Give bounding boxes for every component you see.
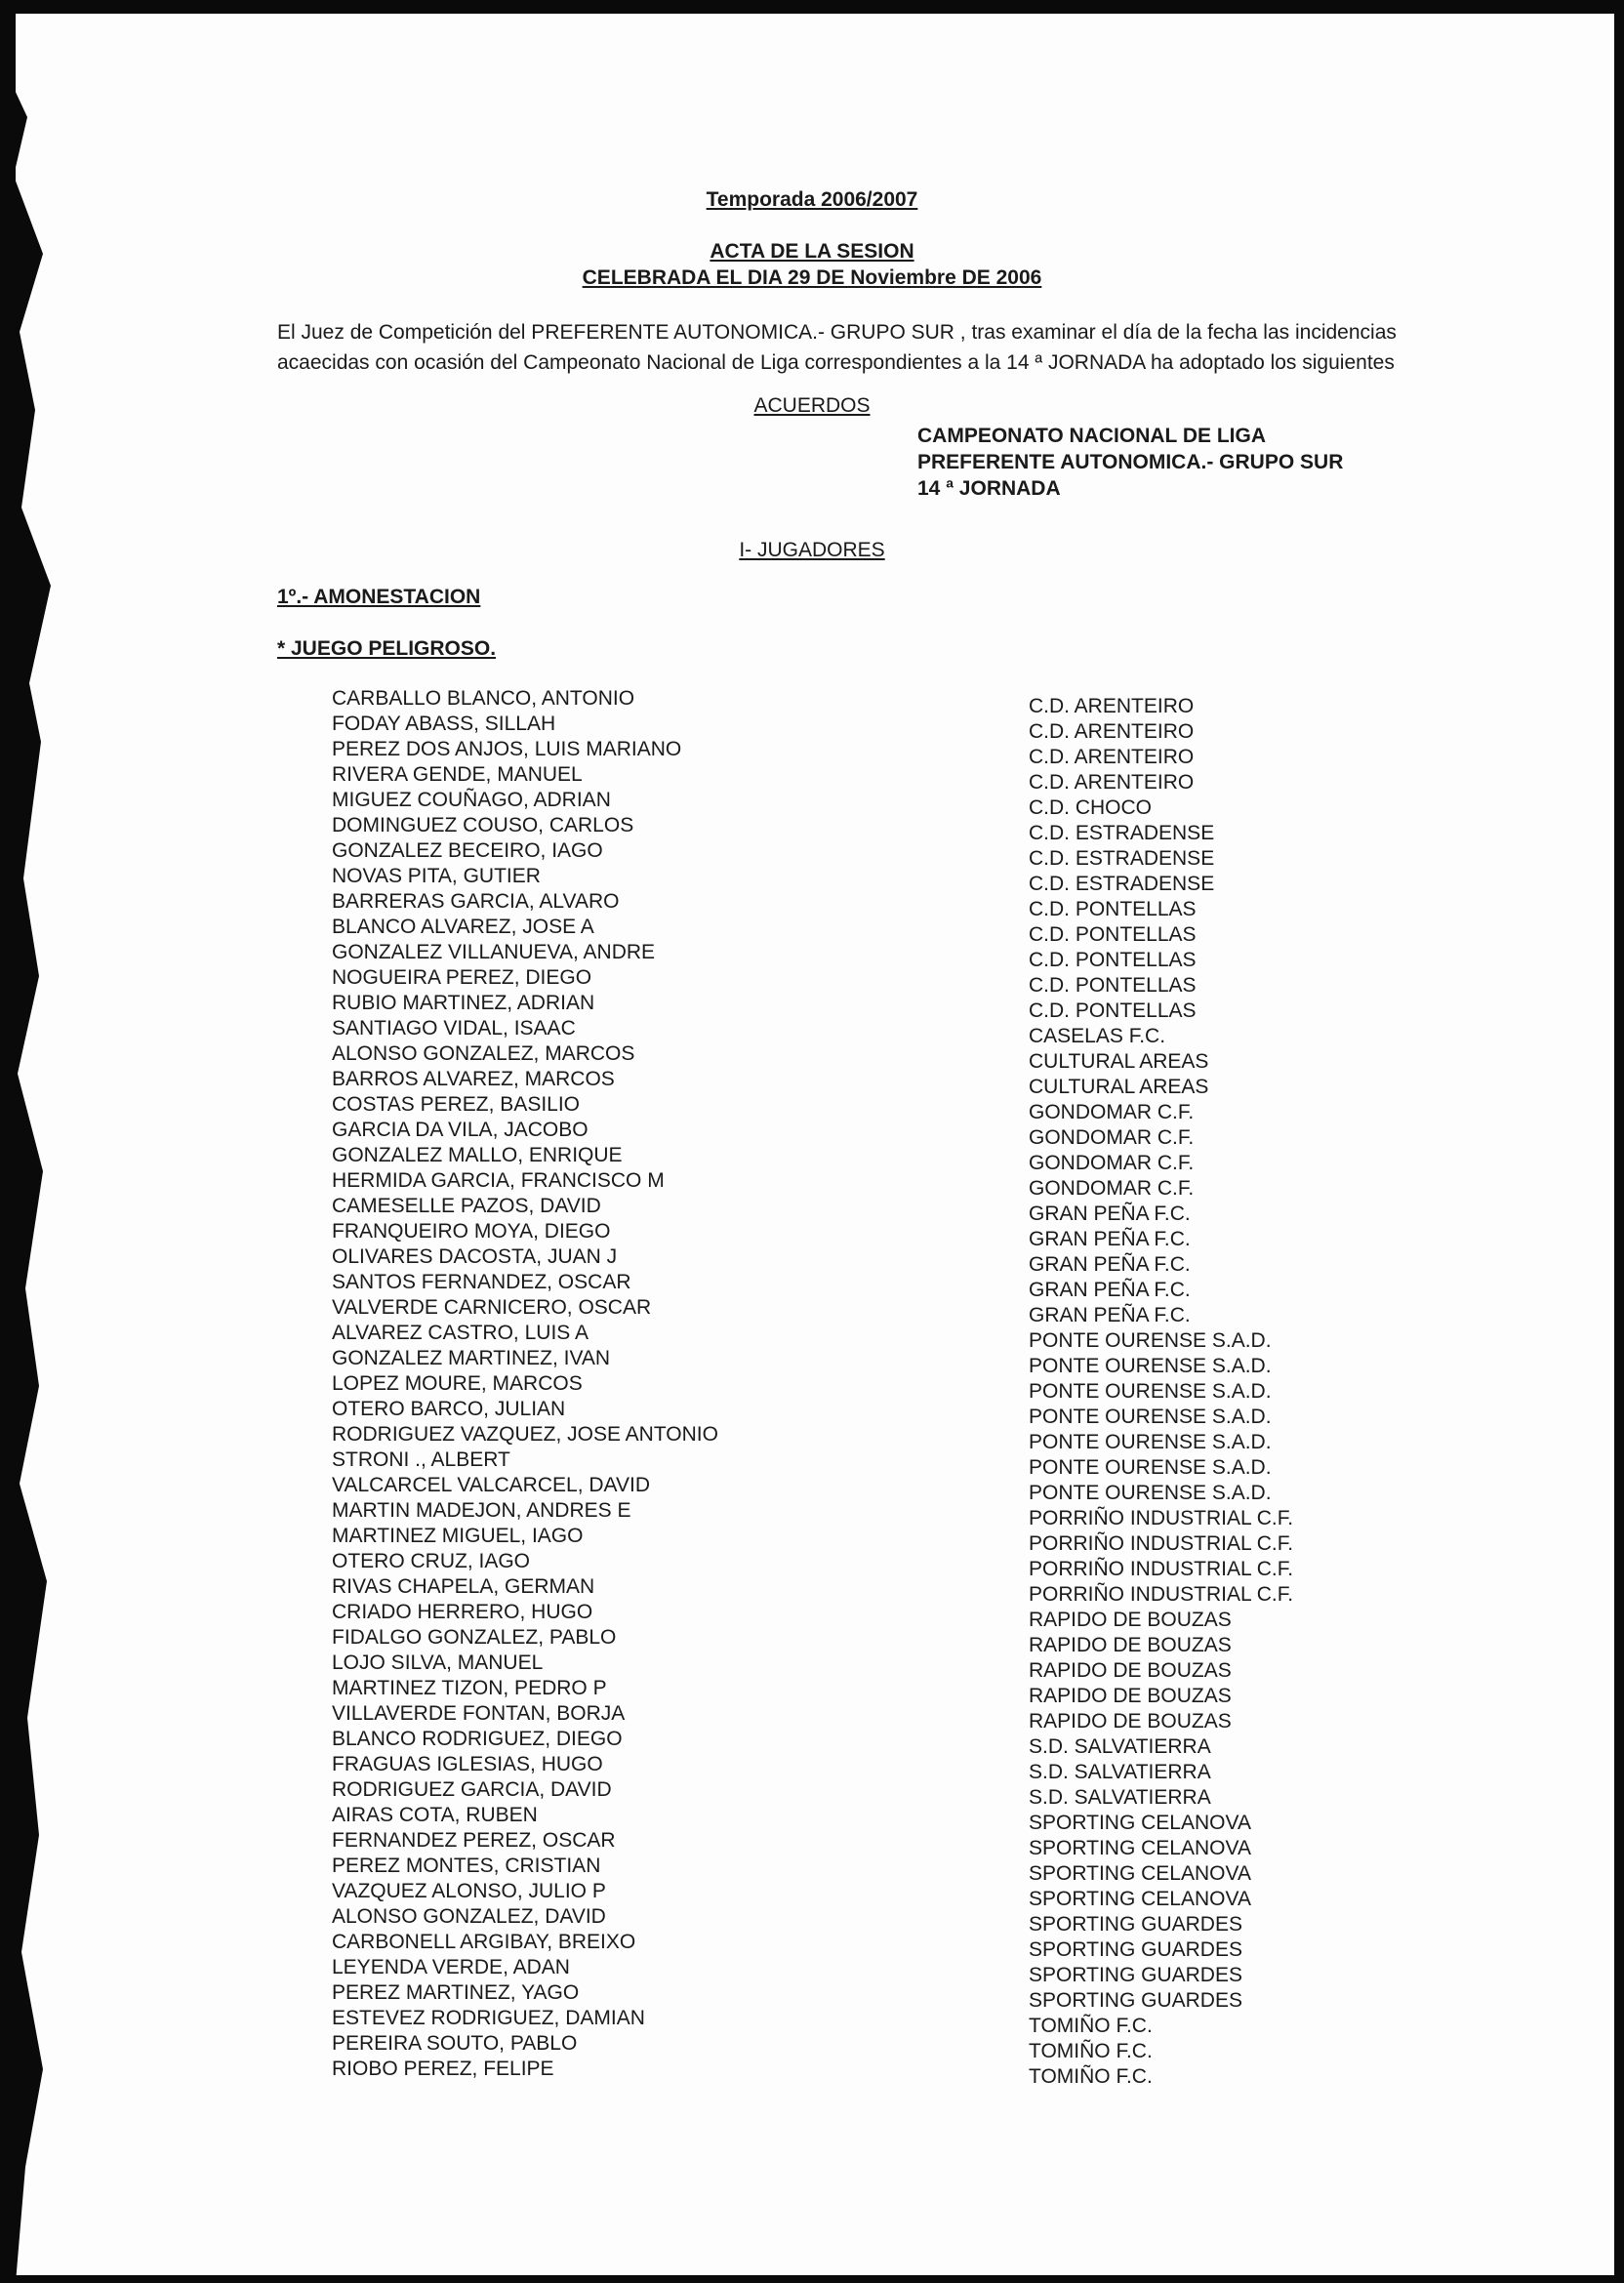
player-name: CARBALLO BLANCO, ANTONIO — [332, 687, 635, 710]
player-name: BLANCO ALVAREZ, JOSE A — [332, 916, 594, 938]
club-name: PORRIÑO INDUSTRIAL C.F. — [1029, 1507, 1294, 1529]
club-name: GRAN PEÑA F.C. — [1029, 1203, 1191, 1225]
player-name: RIOBO PEREZ, FELIPE — [332, 2058, 554, 2080]
acta-title: ACTA DE LA SESION — [710, 240, 914, 263]
player-name: GONZALEZ BECEIRO, IAGO — [332, 839, 603, 862]
club-name: PORRIÑO INDUSTRIAL C.F. — [1029, 1583, 1294, 1606]
club-name: SPORTING GUARDES — [1029, 1964, 1242, 1986]
club-name: GONDOMAR C.F. — [1029, 1101, 1195, 1123]
player-name: RODRIGUEZ GARCIA, DAVID — [332, 1778, 612, 1801]
player-name: FRAGUAS IGLESIAS, HUGO — [332, 1753, 603, 1775]
player-name: BLANCO RODRIGUEZ, DIEGO — [332, 1728, 623, 1750]
club-name: SPORTING GUARDES — [1029, 1989, 1242, 2012]
player-name: COSTAS PEREZ, BASILIO — [332, 1093, 581, 1116]
club-name: SPORTING CELANOVA — [1029, 1812, 1251, 1834]
club-name: GRAN PEÑA F.C. — [1029, 1304, 1191, 1326]
club-name: C.D. PONTELLAS — [1029, 999, 1197, 1022]
club-name: SPORTING GUARDES — [1029, 1913, 1242, 1936]
club-name: PORRIÑO INDUSTRIAL C.F. — [1029, 1558, 1294, 1580]
player-name: STRONI ., ALBERT — [332, 1448, 510, 1471]
club-name: RAPIDO DE BOUZAS — [1029, 1659, 1232, 1682]
player-name: RODRIGUEZ VAZQUEZ, JOSE ANTONIO — [332, 1423, 718, 1446]
club-name: PORRIÑO INDUSTRIAL C.F. — [1029, 1532, 1294, 1555]
club-name: GRAN PEÑA F.C. — [1029, 1253, 1191, 1276]
club-name: C.D. PONTELLAS — [1029, 923, 1197, 946]
club-name: PONTE OURENSE S.A.D. — [1029, 1329, 1272, 1352]
player-name: ALONSO GONZALEZ, MARCOS — [332, 1042, 635, 1065]
club-name: S.D. SALVATIERRA — [1029, 1786, 1211, 1809]
player-name: LOJO SILVA, MANUEL — [332, 1651, 544, 1674]
section-heading: I- JUGADORES — [739, 539, 885, 561]
club-name: SPORTING CELANOVA — [1029, 1837, 1251, 1859]
club-name: PONTE OURENSE S.A.D. — [1029, 1380, 1272, 1403]
championship-block — [917, 423, 1343, 502]
player-name: VILLAVERDE FONTAN, BORJA — [332, 1702, 626, 1725]
club-name: PONTE OURENSE S.A.D. — [1029, 1406, 1272, 1428]
player-name: FODAY ABASS, SILLAH — [332, 713, 556, 735]
club-name: CULTURAL AREAS — [1029, 1050, 1209, 1073]
club-name: CASELAS F.C. — [1029, 1025, 1166, 1047]
player-name: FERNANDEZ PEREZ, OSCAR — [332, 1829, 616, 1852]
club-name: GRAN PEÑA F.C. — [1029, 1279, 1191, 1301]
player-name: LEYENDA VERDE, ADAN — [332, 1956, 570, 1978]
player-name: RUBIO MARTINEZ, ADRIAN — [332, 992, 595, 1014]
players-list — [332, 686, 718, 2082]
player-name: ALONSO GONZALEZ, DAVID — [332, 1905, 606, 1928]
player-name: MARTINEZ MIGUEL, IAGO — [332, 1525, 584, 1547]
player-name: CRIADO HERRERO, HUGO — [332, 1601, 593, 1623]
club-name: C.D. PONTELLAS — [1029, 974, 1197, 997]
club-name: C.D. CHOCO — [1029, 796, 1152, 819]
club-name: C.D. ESTRADENSE — [1029, 847, 1215, 870]
player-name: PEREZ DOS ANJOS, LUIS MARIANO — [332, 738, 682, 760]
reason-heading: * JUEGO PELIGROSO. — [277, 637, 497, 660]
torn-edge — [0, 0, 59, 2283]
player-name: OLIVARES DACOSTA, JUAN J — [332, 1245, 618, 1268]
season-title: Temporada 2006/2007 — [706, 188, 918, 211]
club-name: RAPIDO DE BOUZAS — [1029, 1710, 1232, 1733]
player-name: OTERO CRUZ, IAGO — [332, 1550, 531, 1572]
player-name: DOMINGUEZ COUSO, CARLOS — [332, 814, 634, 836]
club-name: C.D. PONTELLAS — [1029, 949, 1197, 971]
intro-paragraph: El Juez de Competición del PREFERENTE AUTONOMICA.- GRUPO SUR , tras examinar el día de la fecha las incidencias acaecidas con ocasión del Campeonato Nacional de Liga correspondientes a la 14 ª JORNADA ha adoptado los siguientes — [277, 321, 1397, 374]
player-name: BARRERAS GARCIA, ALVARO — [332, 890, 620, 913]
club-name: CULTURAL AREAS — [1029, 1076, 1209, 1098]
player-name: MARTIN MADEJON, ANDRES E — [332, 1499, 631, 1522]
player-name: MIGUEZ COUÑAGO, ADRIAN — [332, 789, 611, 811]
player-name: GONZALEZ MALLO, ENRIQUE — [332, 1144, 623, 1166]
player-name: OTERO BARCO, JULIAN — [332, 1398, 566, 1420]
player-name: HERMIDA GARCIA, FRANCISCO M — [332, 1169, 665, 1192]
club-name: RAPIDO DE BOUZAS — [1029, 1634, 1232, 1656]
player-name: VALCARCEL VALCARCEL, DAVID — [332, 1474, 650, 1496]
club-name: GONDOMAR C.F. — [1029, 1177, 1195, 1200]
club-name: C.D. ESTRADENSE — [1029, 873, 1215, 895]
player-name: LOPEZ MOURE, MARCOS — [332, 1372, 583, 1395]
player-name: PEREIRA SOUTO, PABLO — [332, 2032, 578, 2055]
club-name: GRAN PEÑA F.C. — [1029, 1228, 1191, 1250]
player-name: GONZALEZ MARTINEZ, IVAN — [332, 1347, 611, 1369]
club-name: RAPIDO DE BOUZAS — [1029, 1685, 1232, 1707]
player-name: SANTIAGO VIDAL, ISAAC — [332, 1017, 576, 1040]
club-name: PONTE OURENSE S.A.D. — [1029, 1482, 1272, 1504]
championship-line: 14 ª JORNADA — [917, 477, 1061, 500]
club-name: SPORTING GUARDES — [1029, 1938, 1242, 1961]
player-name: PEREZ MARTINEZ, YAGO — [332, 1981, 580, 2004]
club-name: SPORTING CELANOVA — [1029, 1862, 1251, 1885]
clubs-list — [1029, 694, 1293, 2090]
club-name: S.D. SALVATIERRA — [1029, 1761, 1211, 1783]
club-name: C.D. ARENTEIRO — [1029, 720, 1195, 743]
player-name: FIDALGO GONZALEZ, PABLO — [332, 1626, 617, 1649]
player-name: GONZALEZ VILLANUEVA, ANDRE — [332, 941, 656, 963]
club-name: GONDOMAR C.F. — [1029, 1152, 1195, 1174]
player-name: GARCIA DA VILA, JACOBO — [332, 1119, 589, 1141]
club-name: TOMIÑO F.C. — [1029, 2015, 1153, 2037]
club-name: TOMIÑO F.C. — [1029, 2065, 1153, 2088]
player-name: RIVAS CHAPELA, GERMAN — [332, 1575, 595, 1598]
session-date: CELEBRADA EL DIA 29 DE Noviembre DE 2006 — [582, 266, 1042, 289]
player-name: VALVERDE CARNICERO, OSCAR — [332, 1296, 652, 1319]
player-name: CAMESELLE PAZOS, DAVID — [332, 1195, 601, 1217]
championship-line: PREFERENTE AUTONOMICA.- GRUPO SUR — [917, 451, 1344, 473]
championship-line: CAMPEONATO NACIONAL DE LIGA — [917, 425, 1267, 447]
player-name: CARBONELL ARGIBAY, BREIXO — [332, 1931, 636, 1953]
player-name: PEREZ MONTES, CRISTIAN — [332, 1855, 601, 1877]
acuerdos-heading: ACUERDOS — [753, 394, 871, 417]
club-name: PONTE OURENSE S.A.D. — [1029, 1456, 1272, 1479]
club-name: PONTE OURENSE S.A.D. — [1029, 1431, 1272, 1453]
sanction-heading: 1º.- AMONESTACION — [277, 586, 481, 608]
club-name: PONTE OURENSE S.A.D. — [1029, 1355, 1272, 1377]
player-name: NOGUEIRA PEREZ, DIEGO — [332, 966, 592, 989]
club-name: C.D. ESTRADENSE — [1029, 822, 1215, 844]
club-name: C.D. ARENTEIRO — [1029, 746, 1195, 768]
club-name: C.D. ARENTEIRO — [1029, 771, 1195, 794]
club-name: RAPIDO DE BOUZAS — [1029, 1609, 1232, 1631]
club-name: S.D. SALVATIERRA — [1029, 1735, 1211, 1758]
club-name: C.D. PONTELLAS — [1029, 898, 1197, 920]
player-name: ALVAREZ CASTRO, LUIS A — [332, 1322, 589, 1344]
player-name: FRANQUEIRO MOYA, DIEGO — [332, 1220, 611, 1243]
player-name: SANTOS FERNANDEZ, OSCAR — [332, 1271, 631, 1293]
player-name: MARTINEZ TIZON, PEDRO P — [332, 1677, 607, 1699]
player-name: RIVERA GENDE, MANUEL — [332, 763, 583, 786]
player-name: BARROS ALVAREZ, MARCOS — [332, 1068, 615, 1090]
player-name: VAZQUEZ ALONSO, JULIO P — [332, 1880, 606, 1902]
player-name: AIRAS COTA, RUBEN — [332, 1804, 538, 1826]
club-name: C.D. ARENTEIRO — [1029, 695, 1195, 717]
club-name: TOMIÑO F.C. — [1029, 2040, 1153, 2062]
club-name: SPORTING CELANOVA — [1029, 1888, 1251, 1910]
player-name: NOVAS PITA, GUTIER — [332, 865, 541, 887]
club-name: GONDOMAR C.F. — [1029, 1126, 1195, 1149]
player-name: ESTEVEZ RODRIGUEZ, DAMIAN — [332, 2007, 645, 2029]
